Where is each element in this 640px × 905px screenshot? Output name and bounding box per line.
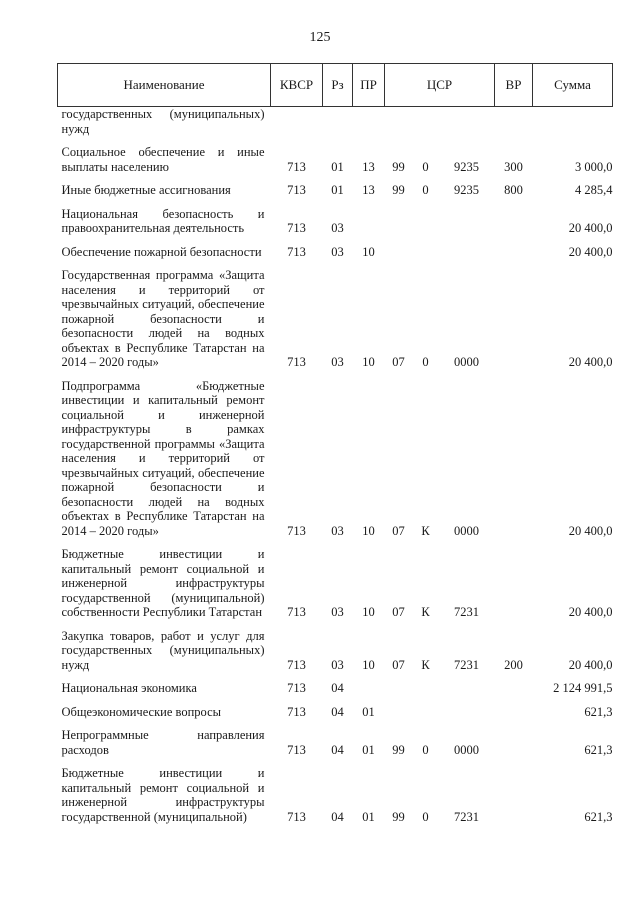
row-rz: 04 <box>331 681 344 695</box>
row-csr-subprogram: 0 <box>422 159 429 174</box>
header-name: Наименование <box>58 64 271 107</box>
row-rz: 01 <box>331 183 344 197</box>
table-row <box>58 719 613 757</box>
row-kvsr: 713 <box>287 523 306 538</box>
row-csr-direction: 7231 <box>454 809 479 824</box>
row-csr-subprogram: 0 <box>422 742 429 757</box>
table-row <box>58 370 613 539</box>
row-csr-subprogram: 0 <box>422 809 429 824</box>
header-vr: ВР <box>495 64 533 107</box>
row-vr <box>495 538 533 620</box>
row-csr-subprogram <box>413 198 439 236</box>
header-rz: Рз <box>323 64 353 107</box>
table-row <box>58 198 613 236</box>
row-vr <box>495 719 533 757</box>
row-sum: 20 400,0 <box>568 657 613 672</box>
row-csr-program: 07 <box>392 355 405 369</box>
row-csr-program <box>385 696 413 720</box>
row-pr: 10 <box>362 244 375 259</box>
row-pr: 13 <box>362 183 375 197</box>
row-kvsr: 713 <box>287 681 306 695</box>
row-vr <box>495 370 533 539</box>
budget-table <box>57 63 613 824</box>
row-kvsr: 713 <box>287 704 306 719</box>
row-csr-subprogram <box>413 696 439 720</box>
row-kvsr: 713 <box>287 183 306 197</box>
row-csr-subprogram: 0 <box>422 355 429 369</box>
row-kvsr: 713 <box>287 355 306 369</box>
row-name: Иные бюджетные ассигнования <box>61 183 231 197</box>
row-rz: 04 <box>331 704 344 719</box>
row-kvsr: 713 <box>287 159 306 174</box>
row-name: Бюджетные инвестиции и капитальный ремонт социальной и инженерной инфраструктуры государственной (муниципальной) <box>61 766 265 824</box>
row-csr-subprogram: К <box>421 523 430 538</box>
row-sum: 20 400,0 <box>568 221 613 235</box>
row-csr-program: 07 <box>392 657 405 672</box>
row-name: Национальная безопасность и правоохранительная деятельность <box>61 206 265 235</box>
row-sum: 20 400,0 <box>568 523 613 538</box>
row-csr-direction: 9235 <box>454 183 479 197</box>
row-rz: 04 <box>331 742 344 757</box>
row-csr-direction: 7231 <box>454 605 479 619</box>
header-pr: ПР <box>353 64 385 107</box>
row-vr <box>495 198 533 236</box>
row-csr-program: 07 <box>392 605 405 619</box>
row-csr-direction <box>439 107 495 137</box>
row-csr-direction: 0000 <box>454 355 479 369</box>
row-pr: 01 <box>362 742 375 757</box>
table-row <box>58 136 613 174</box>
row-name: государственных (муниципальных) нужд <box>61 107 265 136</box>
table-row <box>58 757 613 824</box>
row-name: Подпрограмма «Бюджетные инвестиции и капитальный ремонт социальной и инженерной инфраструктуры в рамках государственной программы «Защита населения и территорий от чрезвычайных ситуаций, обеспечение пожарной безопасности и безопасности людей на водных объектах в Республике Татарстан на 2014 – 2020 годы» <box>61 378 265 538</box>
row-csr-program: 99 <box>392 183 405 197</box>
row-rz: 04 <box>331 809 344 824</box>
row-rz: 03 <box>331 221 344 235</box>
row-csr-program: 99 <box>392 809 405 824</box>
header-csr: ЦСР <box>385 64 495 107</box>
row-csr-direction <box>439 696 495 720</box>
row-sum: 2 124 991,5 <box>553 681 613 695</box>
row-sum: 20 400,0 <box>568 355 613 369</box>
row-name: Закупка товаров, работ и услуг для государственных (муниципальных) нужд <box>61 628 265 672</box>
table-row <box>58 538 613 620</box>
row-vr <box>495 757 533 824</box>
row-csr-program <box>385 107 413 137</box>
table-row <box>58 174 613 198</box>
row-csr-program: 99 <box>392 742 405 757</box>
row-sum: 621,3 <box>584 704 613 719</box>
row-name: Бюджетные инвестиции и капитальный ремонт социальной и инженерной инфраструктуры государственной (муниципальной) собственности Республики Татарстан <box>61 547 265 619</box>
row-csr-direction <box>439 672 495 696</box>
row-name: Непрограммные направления расходов <box>61 728 265 757</box>
row-vr: 200 <box>504 657 523 672</box>
row-vr: 300 <box>504 159 523 174</box>
row-kvsr: 713 <box>287 742 306 757</box>
table-row <box>58 620 613 673</box>
row-sum: 20 400,0 <box>568 244 613 259</box>
row-pr: 10 <box>362 355 375 369</box>
table-row <box>58 107 613 137</box>
row-name: Национальная экономика <box>61 681 197 695</box>
table-row <box>58 672 613 696</box>
page-number: 125 <box>309 30 331 45</box>
row-csr-direction <box>439 198 495 236</box>
row-kvsr: 713 <box>287 809 306 824</box>
row-csr-subprogram: К <box>421 605 430 619</box>
row-vr <box>495 236 533 260</box>
row-rz: 01 <box>331 159 344 174</box>
row-vr <box>495 696 533 720</box>
row-csr-program: 99 <box>392 159 405 174</box>
row-pr: 13 <box>362 159 375 174</box>
row-csr-direction: 7231 <box>454 657 479 672</box>
row-csr-subprogram: 0 <box>422 183 429 197</box>
row-sum: 3 000,0 <box>575 159 613 174</box>
row-vr <box>495 259 533 370</box>
row-sum <box>533 107 613 137</box>
row-sum: 20 400,0 <box>568 605 613 619</box>
row-kvsr: 713 <box>287 221 306 235</box>
row-pr: 10 <box>362 605 375 619</box>
table-row <box>58 236 613 260</box>
row-pr <box>353 107 385 137</box>
row-kvsr <box>271 107 323 137</box>
row-rz: 03 <box>331 244 344 259</box>
row-csr-direction: 0000 <box>454 523 479 538</box>
row-csr-program <box>385 236 413 260</box>
row-rz: 03 <box>331 523 344 538</box>
row-csr-direction: 0000 <box>454 742 479 757</box>
row-name: Социальное обеспечение и иные выплаты населению <box>61 145 265 174</box>
row-name: Обеспечение пожарной безопасности <box>61 244 262 259</box>
row-rz: 03 <box>331 355 344 369</box>
table-header <box>58 64 613 107</box>
row-sum: 621,3 <box>584 809 613 824</box>
row-pr: 01 <box>362 704 375 719</box>
row-pr <box>353 672 385 696</box>
row-vr <box>495 672 533 696</box>
row-csr-program: 07 <box>392 523 405 538</box>
row-kvsr: 713 <box>287 657 306 672</box>
row-kvsr: 713 <box>287 605 306 619</box>
header-kvsr: КВСР <box>271 64 323 107</box>
row-vr <box>495 107 533 137</box>
table-row <box>58 259 613 370</box>
row-csr-subprogram <box>413 672 439 696</box>
row-csr-direction: 9235 <box>454 159 479 174</box>
row-csr-direction <box>439 236 495 260</box>
table-row <box>58 696 613 720</box>
row-csr-program <box>385 672 413 696</box>
header-sum: Сумма <box>533 64 613 107</box>
row-sum: 4 285,4 <box>575 183 613 197</box>
row-pr <box>353 198 385 236</box>
row-csr-subprogram <box>413 236 439 260</box>
row-csr-subprogram <box>413 107 439 137</box>
row-vr: 800 <box>504 183 523 197</box>
row-kvsr: 713 <box>287 244 306 259</box>
row-pr: 01 <box>362 809 375 824</box>
row-csr-program <box>385 198 413 236</box>
row-rz: 03 <box>331 657 344 672</box>
row-name: Общеэкономические вопросы <box>61 704 222 719</box>
row-rz <box>323 107 353 137</box>
row-csr-subprogram: К <box>421 657 430 672</box>
row-pr: 10 <box>362 657 375 672</box>
row-sum: 621,3 <box>584 742 613 757</box>
row-pr: 10 <box>362 523 375 538</box>
row-name: Государственная программа «Защита населения и территорий от чрезвычайных ситуаций, обеспечение пожарной безопасности и безопасности людей на водных объектах в Республике Татарстан на 2014 – 2020 годы» <box>61 268 265 369</box>
row-rz: 03 <box>331 605 344 619</box>
